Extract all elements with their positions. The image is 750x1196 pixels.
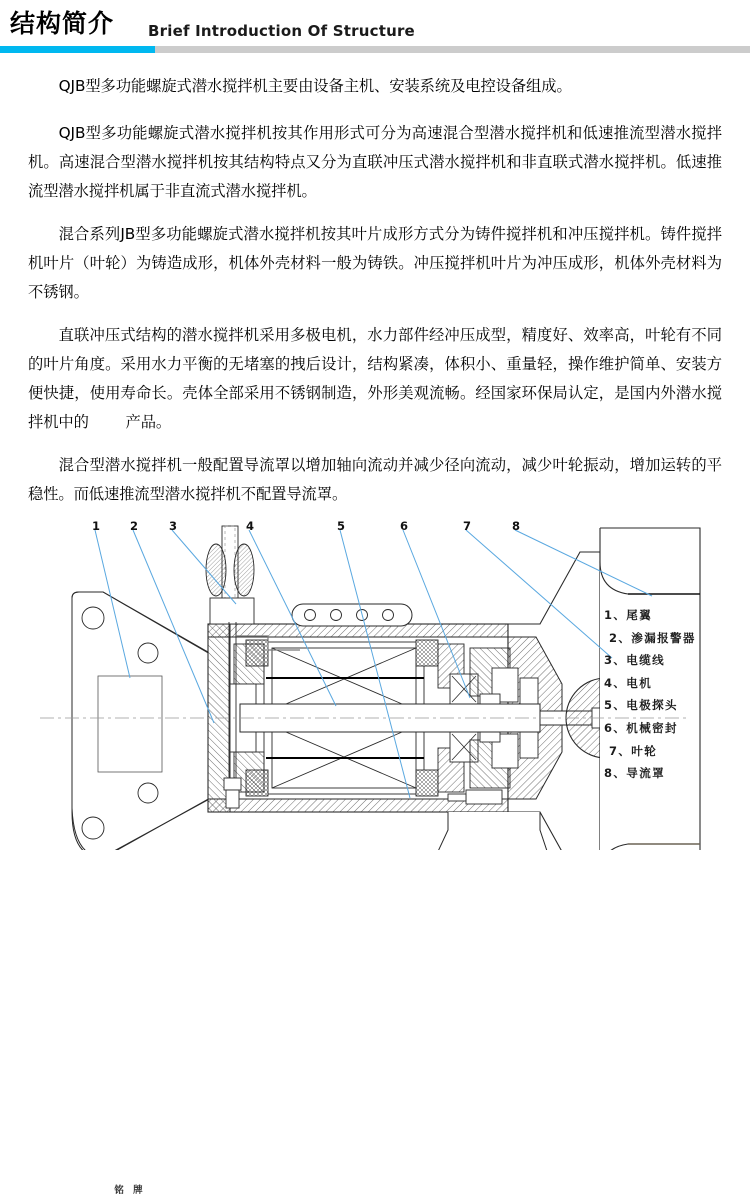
- paragraph-4-text-after-gap: 产品。: [125, 413, 172, 431]
- callout-number-2: 2: [130, 519, 139, 533]
- page-title: 结构简介: [10, 9, 115, 38]
- page-header: [0, 0, 750, 52]
- legend-item-5: 5、电极探头: [604, 698, 678, 713]
- paragraph-5: 混合型潜水搅拌机一般配置导流罩以增加轴向流动并减少径向流动，减少叶轮振动，增加运转的平稳性。而低速推流型潜水搅拌机不配置导流罩。: [28, 456, 722, 503]
- legend-item-4: 4、电机: [604, 675, 653, 690]
- paragraph-3: 混合系列JB型多功能螺旋式潜水搅拌机按其叶片成形方式分为铸件搅拌机和冲压搅拌机。铸件搅拌机叶片（叶轮）为铸造成形，机体外壳材料一般为铸铁。冲压搅拌机叶片为冲压成形，机体外壳材料为不锈钢。: [28, 225, 722, 301]
- header-divider: [0, 46, 750, 53]
- paragraph-4: [28, 321, 722, 437]
- legend-item-2: 2、渗漏报警器: [609, 630, 696, 645]
- page-subtitle-english: Brief Introduction Of Structure: [148, 22, 415, 40]
- paragraph-2: QJB型多功能螺旋式潜水搅拌机按其作用形式可分为高速混合型潜水搅拌机和低速推流型潜水搅拌机。高速混合型潜水搅拌机按其结构特点又分为直联冲压式潜水搅拌机和非直联式潜水搅拌机。低速推流型潜水搅拌机属于非直流式潜水搅拌机。: [28, 124, 722, 200]
- legend-item-8: 8、导流罩: [604, 766, 666, 781]
- callout-number-6: 6: [400, 519, 409, 533]
- callout-number-8: 8: [512, 519, 521, 533]
- callout-number-3: 3: [169, 519, 178, 533]
- legend-item-7: 7、叶轮: [609, 743, 658, 758]
- legend-item-3: 3、电缆线: [604, 653, 666, 668]
- header-divider-muted: [155, 46, 750, 53]
- diagram-legend: [604, 604, 744, 785]
- nameplate-label: 铭 牌: [114, 1185, 146, 1196]
- header-divider-accent: [0, 46, 155, 53]
- cable-gland-assembly: [206, 526, 254, 624]
- callout-number-1: 1: [92, 519, 101, 533]
- mounting-bracket: [72, 592, 215, 850]
- callout-number-4: 4: [246, 519, 255, 533]
- paragraph-4-text-before-gap: 直联冲压式结构的潜水搅拌机采用多极电机，水力部件经冲压成型，精度好、效率高，叶轮有不同的叶片角度。采用水力平衡的无堵塞的拽后设计，结构紧凑，体积小、重量轻，操作维护简单、安装方便快捷，使用寿命长。壳体全部采用不锈钢制造，外形美观流畅。经国家环保局认定，是国内外潜水搅拌机中的: [28, 326, 722, 431]
- callout-number-7: 7: [463, 519, 472, 533]
- paragraph-1: QJB型多功能螺旋式潜水搅拌机主要由设备主机、安装系统及电控设备组成。: [58, 77, 572, 95]
- legend-item-6: 6、机械密封: [604, 720, 678, 735]
- legend-item-1: 1、尾翼: [604, 608, 653, 622]
- article-body: [28, 72, 722, 509]
- support-foot: [420, 812, 560, 850]
- callout-number-5: 5: [337, 519, 346, 533]
